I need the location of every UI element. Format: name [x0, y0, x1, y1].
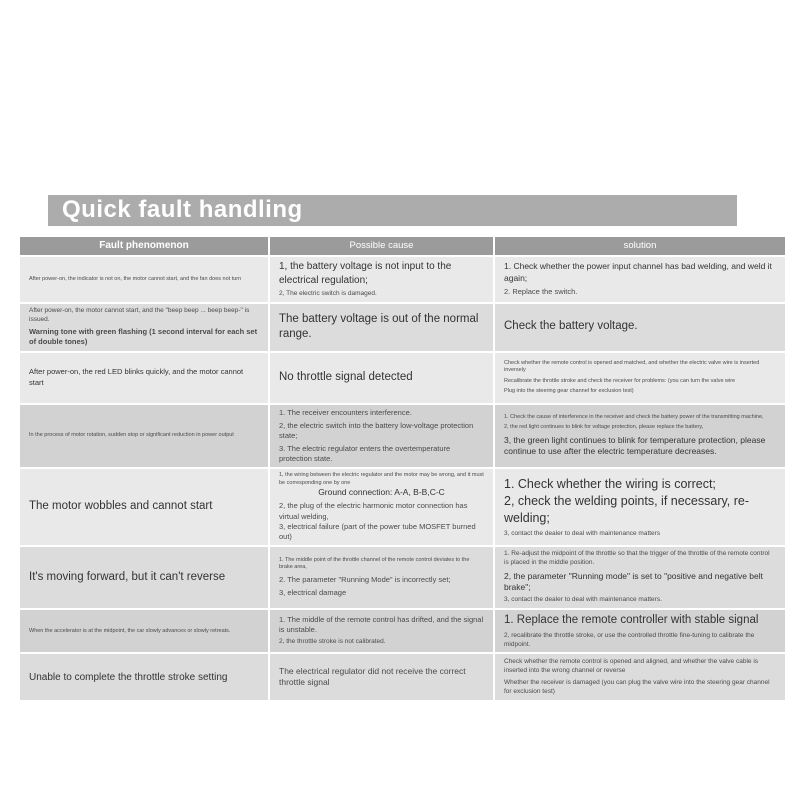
cell-line: When the accelerator is at the midpoint, the car slowly advances or slowly retreats.: [29, 627, 231, 634]
cell-line: The motor wobbles and cannot start: [29, 500, 213, 513]
cell-line: 3. The electric regulator enters the overtemperature protection state.: [279, 443, 451, 464]
table-header-row: [20, 237, 785, 255]
fault-cell: [20, 469, 268, 545]
table-row: [20, 353, 785, 403]
cell-line: The electrical regulator did not receive the correct throttle signal: [279, 665, 466, 688]
table-row: [20, 304, 785, 351]
header-label: solution: [623, 239, 657, 251]
fault-cell: [20, 304, 268, 351]
cell-line: 2, recalibrate the throttle stroke, or use the controlled throttle fine-tuning to calibrate the midpoint.: [504, 631, 755, 648]
solution-cell: [495, 654, 785, 700]
cell-line: 3, contact the dealer to deal with maintenance matters: [504, 529, 661, 537]
table-row: [20, 405, 785, 468]
cell-line: 1. Replace the remote controller with stable signal: [504, 614, 759, 627]
cell-line: Warning tone with green flashing (1 second interval for each set of double tones): [29, 327, 258, 347]
cause-cell: [270, 353, 493, 403]
cell-line: 2. Replace the switch.: [504, 287, 578, 297]
cell-line: After power-on, the motor cannot start, and the "beep beep ... beep beep-" is issued.: [29, 306, 250, 323]
cell-line: Recalibrate the throttle stroke and check the receiver for problems: (you can turn the valve wire: [504, 377, 736, 384]
solution-cell: [495, 304, 785, 351]
cell-line: Check whether the remote control is opened and matched, and whether the electric valve wire is inserted inversely: [504, 359, 760, 374]
solution-cell: [495, 469, 785, 545]
page-title: Quick fault handling: [62, 195, 303, 223]
cell-line: 2, the parameter "Running mode" is set to "positive and negative belt brake";: [504, 570, 764, 592]
cell-line: 2, The electric switch is damaged.: [279, 290, 377, 297]
fault-cell: [20, 610, 268, 652]
cell-line: Check the battery voltage.: [504, 320, 638, 333]
cell-line: Whether the receiver is damaged (you can plug the valve wire into the steering gear channel for exclusion test): [504, 678, 770, 695]
header-label: Fault phenomenon: [99, 240, 189, 252]
cell-line: 1. Check the cause of interference in the receiver and check the battery power of the transmitting machine,: [504, 413, 764, 420]
troubleshooting-table: [20, 237, 785, 700]
cell-line: Plug into the steering gear channel for exclusion test): [504, 387, 634, 394]
cell-line: The battery voltage is out of the normal range.: [279, 312, 479, 341]
table-row: [20, 610, 785, 652]
solution-cell: [495, 353, 785, 403]
cell-line: 1. Check whether the wiring is correct;: [504, 476, 716, 491]
cell-line: Unable to complete the throttle stroke setting: [29, 671, 228, 683]
cause-cell: [270, 304, 493, 351]
solution-cell: [495, 257, 785, 302]
table-row: [20, 469, 785, 545]
cell-line: 1. The middle point of the throttle channel of the remote control deviates to the brake area,: [279, 557, 470, 571]
cell-line: After power-on, the indicator is not on, the motor cannot start, and the fan does not turn: [29, 275, 242, 282]
fault-cell: [20, 405, 268, 468]
cause-cell: [270, 405, 493, 468]
cell-line: 1, the wiring between the electric regulator and the motor may be wrong, and it must be corresponding one by one: [279, 472, 484, 486]
header-label: Possible cause: [349, 239, 414, 251]
cell-line: 1. Check whether the power input channel has bad welding, and weld it again;: [504, 261, 772, 283]
cause-cell: [270, 610, 493, 652]
fault-cell: [20, 257, 268, 302]
fault-cell: [20, 654, 268, 700]
cell-line: 3, electrical damage: [279, 588, 347, 598]
cell-line: It's moving forward, but it can't reverse: [29, 570, 226, 583]
cause-cell: [270, 257, 493, 302]
solution-cell: [495, 610, 785, 652]
cell-line: 2, the red light continues to blink for voltage protection, please replace the battery,: [504, 424, 704, 431]
cause-cell: [270, 469, 493, 545]
table-row: [20, 654, 785, 700]
cell-line: 3, contact the dealer to deal with maintenance matters.: [504, 596, 662, 604]
header-cell-cause: [270, 237, 493, 255]
table-row: [20, 257, 785, 302]
solution-cell: [495, 405, 785, 468]
fault-cell: [20, 353, 268, 403]
cell-line: 2, check the welding points, if necessary, re-welding;: [504, 493, 750, 525]
table-row: [20, 547, 785, 608]
cell-line: 2, the plug of the electric harmonic motor connection has virtual welding,: [279, 501, 468, 521]
cell-line: 1. The middle of the remote control has drifted, and the signal is unstable.: [279, 615, 484, 635]
cell-line: No throttle signal detected: [279, 370, 413, 383]
cell-line: 2, the throttle stroke is not calibrated.: [279, 638, 386, 646]
solution-cell: [495, 547, 785, 608]
fault-cell: [20, 547, 268, 608]
cell-line: 3, electrical failure (part of the power tube MOSFET burned out): [279, 521, 476, 541]
cause-cell: [270, 547, 493, 608]
cell-line: Ground connection: A-A, B-B,C-C: [318, 487, 445, 498]
cell-line: 1. The receiver encounters interference.: [279, 407, 412, 417]
header-cell-fault: [20, 237, 268, 255]
cause-cell: [270, 654, 493, 700]
cell-line: After power-on, the red LED blinks quickly, and the motor cannot start: [29, 367, 244, 387]
cell-line: 2, the electric switch into the battery low-voltage protection state;: [279, 420, 474, 440]
cell-line: 3, the green light continues to blink for temperature protection, please continue to use after the electric temperature decreases.: [504, 434, 766, 457]
header-cell-solution: [495, 237, 785, 255]
cell-line: Check whether the remote control is opened and aligned, and whether the valve cable is inserted into the wrong channel or reverse: [504, 658, 759, 674]
cell-line: In the process of motor rotation, sudden stop or significant reduction in power output: [29, 432, 234, 439]
cell-line: 1, the battery voltage is not input to the electrical regulation;: [279, 261, 452, 286]
cell-line: 1. Re-adjust the midpoint of the throttle so that the trigger of the throttle of the remote control is placed in the middle position.: [504, 549, 770, 566]
cell-line: 2. The parameter "Running Mode" is incorrectly set;: [279, 574, 451, 584]
page-title-bar: [48, 195, 737, 226]
